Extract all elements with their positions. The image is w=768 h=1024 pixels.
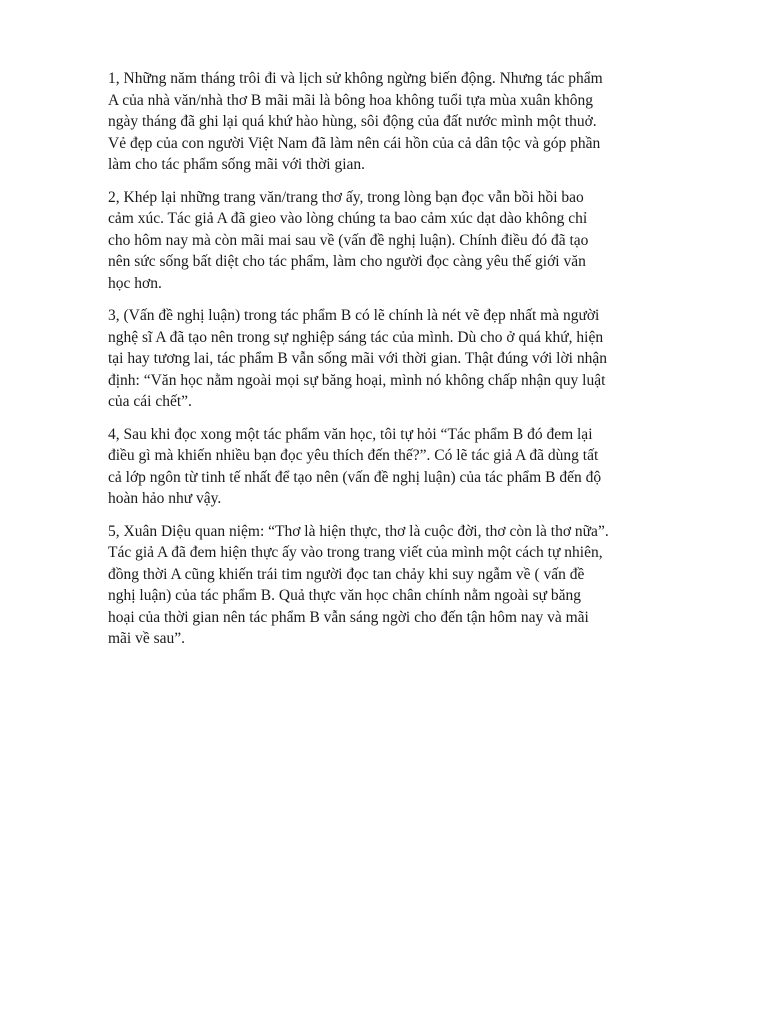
paragraph-3: 3, (Vấn đề nghị luận) trong tác phẩm B có lẽ chính là nét vẽ đẹp nhất mà người nghệ sĩ A đã tạo nên trong sự nghiệp sáng tác của mình. Dù cho ở quá khứ, hiện tại hay tương lai, tác phẩm B vẫn sống mãi với thời gian. Thật đúng với lời nhận định: “Văn học nằm ngoài mọi sự băng hoại, mình nó không chấp nhận quy luật của cái chết”. (108, 307, 607, 410)
paragraph-1: 1, Những năm tháng trôi đi và lịch sử không ngừng biến động. Nhưng tác phẩm A của nhà văn/nhà thơ B mãi mãi là bông hoa không tuổi tựa mùa xuân không ngày tháng đã ghi lại quá khứ hào hùng, sôi động của đất nước mình một thuở. Vẻ đẹp của con người Việt Nam đã làm nên cái hồn của cả dân tộc và góp phần làm cho tác phẩm sống mãi với thời gian. (108, 70, 603, 173)
paragraph-2: 2, Khép lại những trang văn/trang thơ ấy, trong lòng bạn đọc vẫn bồi hồi bao cảm xúc. Tác giả A đã gieo vào lòng chúng ta bao cảm xúc dạt dào không chỉ cho hôm nay mà còn mãi mai sau về (vấn đề nghị luận). Chính điều đó đã tạo nên sức sống bất diệt cho tác phẩm, làm cho người đọc càng yêu thế giới văn học hơn. (108, 188, 589, 292)
paragraph-5: 5, Xuân Diệu quan niệm: “Thơ là hiện thực, thơ là cuộc đời, thơ còn là thơ nữa”. Tác giả A đã đem hiện thực ấy vào trong trang viết của mình một cách tự nhiên, đồng thời A cũng khiến trái tim người đọc tan chảy khi suy ngẫm về ( vấn đề nghị luận) của tác phẩm B. Quả thực văn học chân chính nằm ngoài sự băng hoại của thời gian nên tác phẩm B vẫn sáng ngời cho đến tận hôm nay và mãi mãi về sau”. (108, 522, 609, 647)
paragraph-4: 4, Sau khi đọc xong một tác phẩm văn học, tôi tự hỏi “Tác phẩm B đó đem lại điều gì mà khiến nhiều bạn đọc yêu thích đến thế?”. Có lẽ tác giả A đã dùng tất cả lớp ngôn từ tinh tế nhất để tạo nên (vấn đề nghị luận) của tác phẩm B đến độ hoàn hảo như vậy. (108, 425, 602, 507)
